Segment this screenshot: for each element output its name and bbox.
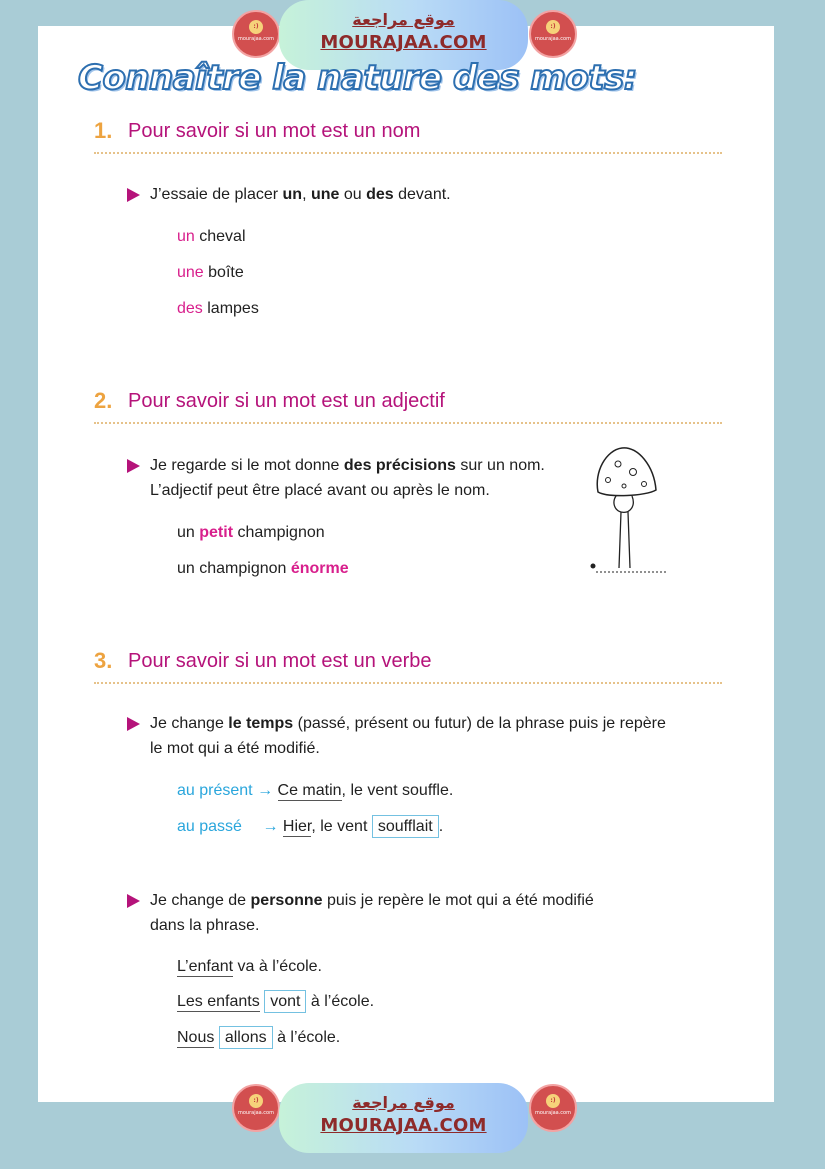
bullet-triangle-icon xyxy=(127,459,140,473)
example-line: un cheval xyxy=(177,228,246,245)
site-logo-icon: :) mourajaa.com xyxy=(232,1084,280,1132)
banner-arabic-text: موقع مراجعة xyxy=(352,10,455,29)
bullet-triangle-icon xyxy=(127,894,140,908)
section-heading-verbe xyxy=(94,648,722,684)
section-title: Pour savoir si un mot est un adjectif xyxy=(128,390,445,412)
example-line: un champignon énorme xyxy=(177,560,349,577)
section-title: Pour savoir si un mot est un verbe xyxy=(128,650,432,672)
instruction-verbe-personne: Je change de personne puis je repère le mot qui a été modifié dans la phrase. xyxy=(127,888,594,938)
changed-word-box: allons xyxy=(219,1026,273,1049)
section-heading-nom xyxy=(94,118,722,154)
person-example: Nous allons à l’école. xyxy=(177,1029,340,1047)
bullet-triangle-icon xyxy=(127,717,140,731)
example-line: un petit champignon xyxy=(177,524,325,541)
banner-arabic-text: موقع مراجعة xyxy=(352,1093,455,1112)
tense-example-present: au présent → Ce matin, le vent souffle. xyxy=(177,782,454,799)
instruction-nom: J’essaie de placer un, une ou des devant. xyxy=(127,182,451,207)
example-line: des lampes xyxy=(177,300,259,317)
page-title: Connaître la nature des mots: xyxy=(78,58,637,98)
example-line: une boîte xyxy=(177,264,244,281)
instruction-adjectif: Je regarde si le mot donne des précisions sur un nom. L’adjectif peut être placé avant ou après le nom. xyxy=(127,453,545,503)
bullet-triangle-icon xyxy=(127,188,140,202)
banner-site-link[interactable]: MOURAJAA.COM xyxy=(320,1115,487,1136)
site-logo-icon: :) mourajaa.com xyxy=(232,10,280,58)
changed-word-box: vont xyxy=(264,990,306,1013)
section-number: 3. xyxy=(94,648,113,673)
instruction-verbe-temps: Je change le temps (passé, présent ou futur) de la phrase puis je repère le mot qui a été modifié. xyxy=(127,711,666,761)
banner-site-link[interactable]: MOURAJAA.COM xyxy=(320,32,487,53)
site-logo-icon: :) mourajaa.com xyxy=(529,10,577,58)
site-logo-icon: :) mourajaa.com xyxy=(529,1084,577,1132)
section-number: 1. xyxy=(94,118,113,143)
section-number: 2. xyxy=(94,388,113,413)
person-example: L’enfant va à l’école. xyxy=(177,958,322,975)
mushroom-illustration xyxy=(588,444,668,580)
changed-word-box: soufflait xyxy=(372,815,439,838)
section-title: Pour savoir si un mot est un nom xyxy=(128,120,421,142)
tense-example-passe: au passé → Hier, le vent soufflait . xyxy=(177,818,443,836)
section-heading-adjectif xyxy=(94,388,722,424)
arrow-right-icon: → xyxy=(257,782,274,799)
site-banner-bottom[interactable] xyxy=(279,1083,528,1153)
arrow-right-icon: → xyxy=(262,818,279,835)
person-example: Les enfants vont à l’école. xyxy=(177,993,374,1011)
